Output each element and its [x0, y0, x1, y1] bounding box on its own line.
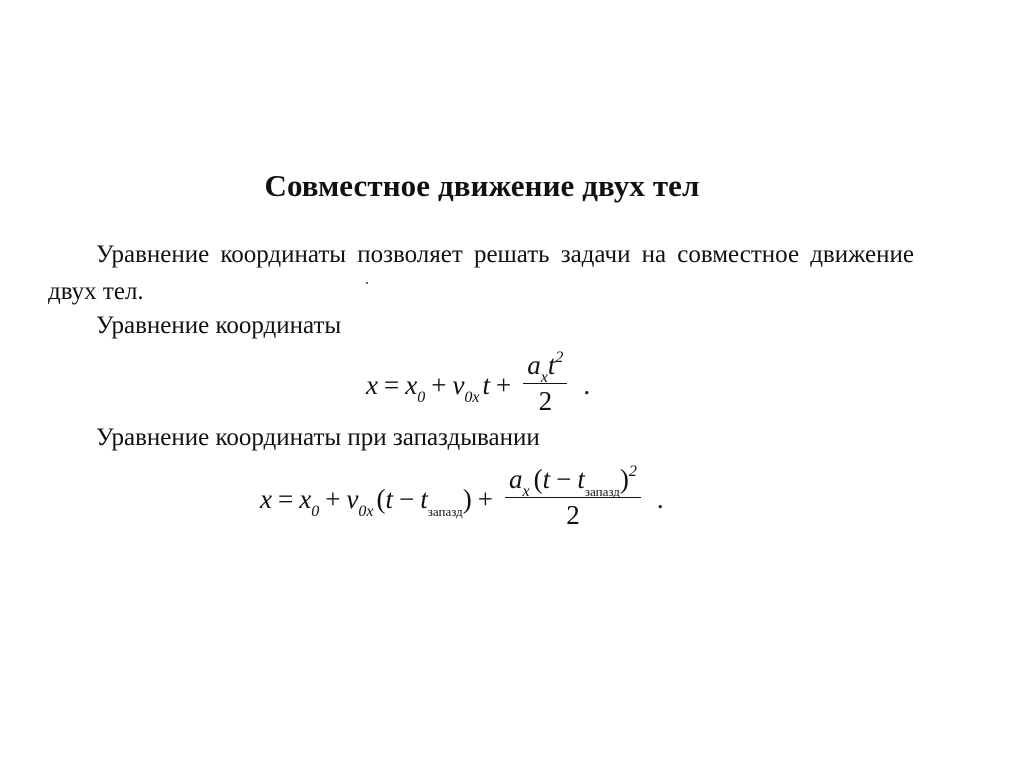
speck-mark [366, 282, 368, 284]
coordinate-equation [366, 349, 591, 419]
intro-paragraph: Уравнение координаты позволяет решать задачи на совместное движение двух тел. [48, 241, 914, 305]
slide-title: Совместное движение двух тел [264, 168, 700, 203]
fraction [523, 350, 567, 417]
period: . [656, 484, 664, 514]
fraction-numerator: $a_xt^2$ [523, 350, 567, 384]
fraction [505, 464, 641, 531]
fraction-denominator: 2 [538, 386, 553, 416]
var-t: t [482, 370, 491, 400]
var-x: x [366, 370, 378, 400]
var-x: x [260, 484, 272, 514]
plus-sign: + [325, 484, 341, 514]
var-x0: $x_0$ [405, 370, 426, 406]
var-v0x: $v_{0x}$ [346, 484, 374, 520]
right-paren: ) [462, 484, 472, 514]
delay-equation-label: Уравнение координаты при запаздывании [96, 424, 540, 451]
plus-sign: + [477, 484, 494, 514]
var-t-delay: $t_{запазд}$ [420, 484, 463, 519]
fraction-denominator: 2 [566, 500, 580, 530]
equals-sign: = [277, 484, 294, 514]
left-paren: ( [376, 484, 386, 514]
minus-sign: − [399, 484, 415, 514]
var-v0x: $v_{0x}$ [452, 370, 480, 406]
plus-sign: + [496, 370, 512, 400]
var-t: t [385, 484, 394, 514]
equals-sign: = [383, 370, 400, 400]
delay-equation [260, 463, 664, 533]
plus-sign: + [431, 370, 447, 400]
coordinate-equation-label: Уравнение координаты [96, 312, 342, 339]
period: . [583, 370, 591, 400]
fraction-numerator: $a_x$ $(t - t_{запазд})^2$ [505, 464, 641, 498]
var-x0: $x_0$ [299, 484, 320, 520]
